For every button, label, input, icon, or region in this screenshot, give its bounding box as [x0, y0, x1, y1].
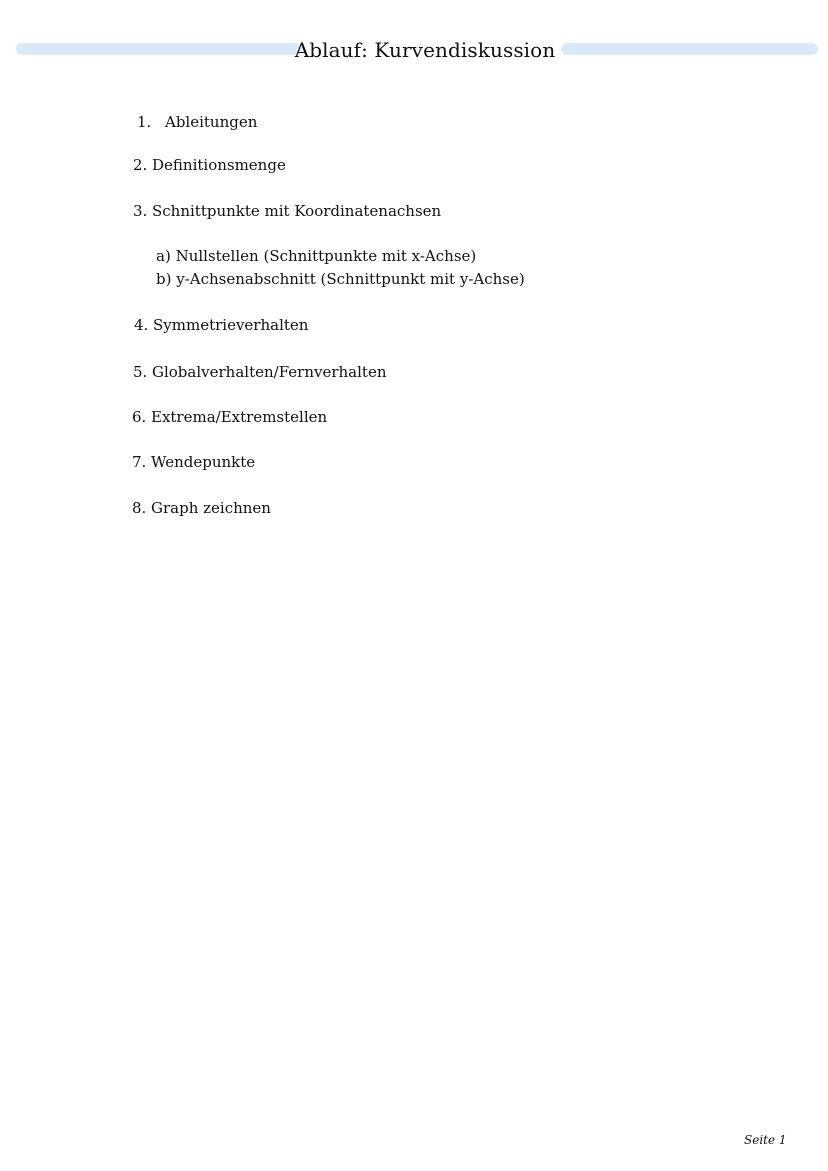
list-item-label: Schnittpunkte mit Koordinatenachsen	[152, 202, 442, 220]
sub-list-item-letter: a)	[156, 247, 171, 265]
list-item-number: 3.	[133, 202, 148, 220]
list-item	[133, 362, 386, 382]
list-item-label: Wendepunkte	[151, 453, 256, 471]
list-item	[133, 155, 286, 175]
list-item	[132, 452, 255, 472]
list-item-number: 4.	[134, 316, 149, 334]
list-item-label: Symmetrieverhalten	[153, 316, 309, 334]
list-item	[137, 112, 257, 132]
list-item-label: Graph zeichnen	[151, 499, 271, 517]
page-title: Ablauf: Kurvendiskussion	[294, 38, 556, 62]
list-item	[133, 201, 441, 221]
sub-list-item-letter: b)	[156, 270, 172, 288]
list-item	[134, 315, 308, 335]
list-item-number: 1.	[137, 113, 152, 131]
list-item-label: Ableitungen	[165, 113, 258, 131]
list-item-number: 8.	[132, 499, 147, 517]
list-item-number: 5.	[133, 363, 148, 381]
list-item-number: 6.	[132, 408, 147, 426]
list-item	[132, 498, 271, 518]
list-item-number: 7.	[132, 453, 147, 471]
sub-list-item	[156, 269, 525, 289]
list-item-number: 2.	[133, 156, 148, 174]
page-number: Seite 1	[744, 1133, 787, 1147]
sub-list-item	[156, 246, 476, 266]
list-item-label: Definitionsmenge	[152, 156, 286, 174]
list-item-label: Globalverhalten/Fernverhalten	[152, 363, 387, 381]
list-item-label: Extrema/Extremstellen	[151, 408, 328, 426]
list-item	[132, 407, 327, 427]
sub-list-item-label: Nullstellen (Schnittpunkte mit x-Achse)	[175, 247, 477, 265]
sub-list-item-label: y-Achsenabschnitt (Schnittpunkt mit y-Achse)	[176, 270, 525, 288]
